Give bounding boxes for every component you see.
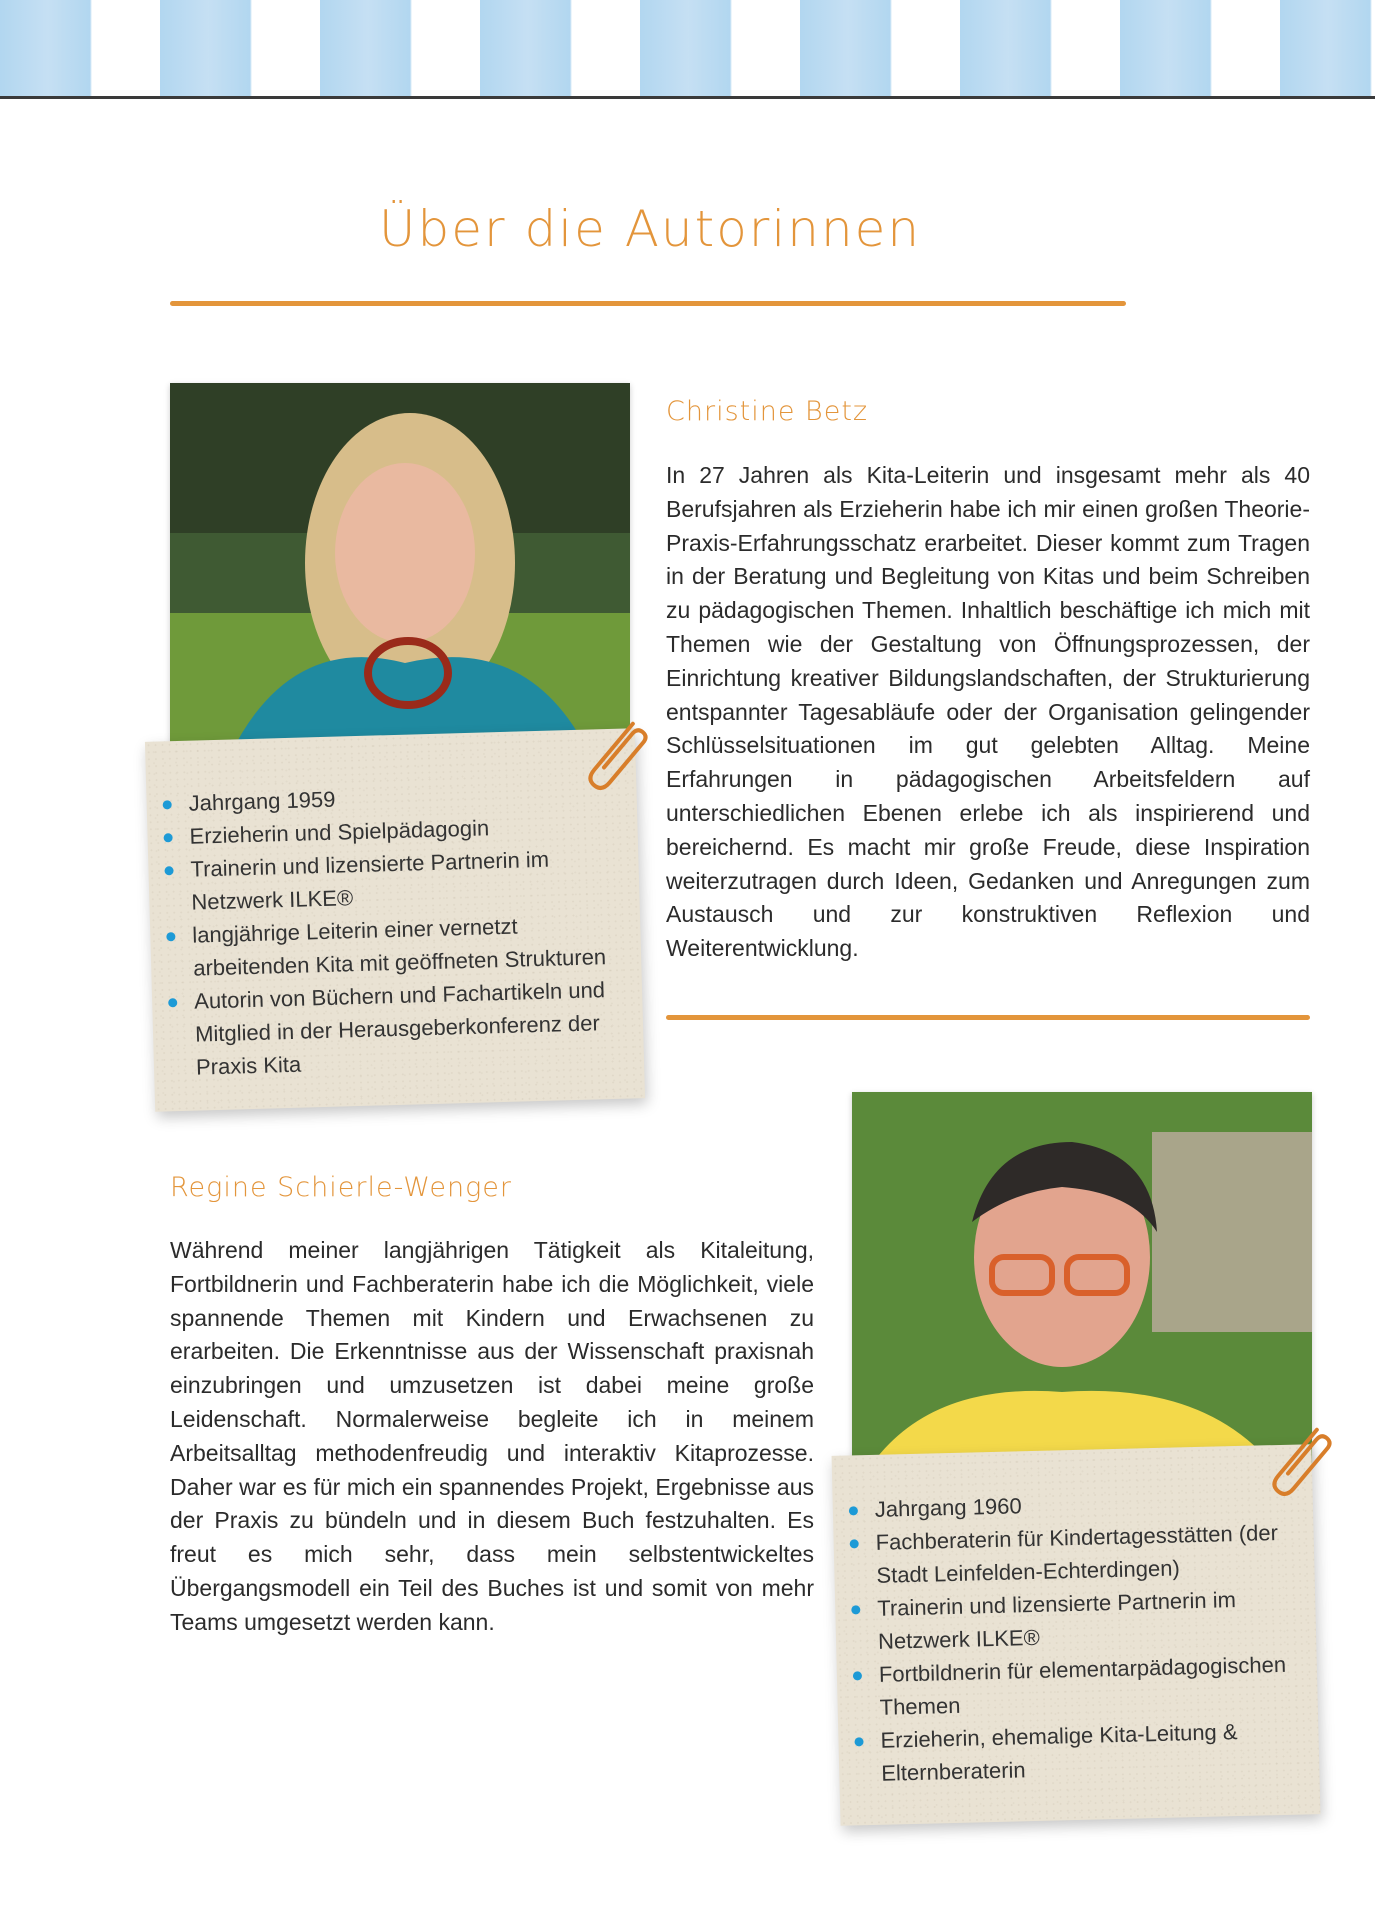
author-1-facts-note xyxy=(145,728,645,1112)
author-2-fact: Fachberaterin für Kindertagesstätten (der Stadt Leinfelden-Echterdingen) xyxy=(833,1516,1292,1593)
author-1-fact: langjährige Leiterin einer vernetzt arbeitenden Kita mit geöffneten Strukturen xyxy=(150,907,618,986)
top-stripe-border xyxy=(0,0,1375,98)
author-2-fact: Trainerin und lizensierte Partnerin im Netzwerk ILKE® xyxy=(835,1582,1294,1659)
author-1-bio: In 27 Jahren als Kita-Leiterin und insgesamt mehr als 40 Berufsjahren als Erzieherin habe ich mir einen großen Theorie-Praxis-Erfahrungsschatz erarbeitet. Dieser kommt zum Tragen in der Beratung und Begleitung von Kitas und beim Schreiben zu pädagogischen Themen. Inhaltlich beschäftige ich mich mit Themen wie der Gestaltung von Öffnungsprozessen, der Einrichtung kreativer Bildungslandschaften, der Strukturierung entspannter Tagesabläufe oder der Organisation gelingender Schlüsselsituationen im gut gelebten Alltag. Meine Erfahrungen in pädagogischen Arbeitsfeldern auf unterschiedlichen Ebenen erlebe ich als inspirierend und bereichernd. Es macht mir große Freude, diese Inspiration weiterzutragen durch Ideen, Gedanken und Anregungen zum Austausch und zur konstruktiven Reflexion und Weiterentwicklung. xyxy=(666,462,1310,962)
author-1-photo xyxy=(170,383,630,755)
author-2-fact: Jahrgang 1960 xyxy=(832,1483,1291,1527)
author-2-fact: Erzieherin, ehemalige Kita-Leitung & Elternberaterin xyxy=(838,1714,1297,1791)
title-underline xyxy=(170,301,1126,306)
author-2-photo xyxy=(852,1092,1312,1464)
paperclip-icon xyxy=(578,712,658,802)
author-2-facts-note xyxy=(832,1444,1321,1826)
paperclip-icon xyxy=(1262,1418,1342,1508)
author-2-fact: Fortbildnerin für elementarpädagogischen Themen xyxy=(837,1648,1296,1725)
author-2-bio: Während meiner langjährigen Tätigkeit als Kitaleitung, Fortbildnerin und Fachberaterin habe ich die Möglichkeit, viele spannende Themen mit Kindern und Erwachsenen zu erarbeiten. Die Erkenntnisse aus der Wissenschaft praxisnah einzubringen und umzusetzen ist dabei meine große Leidenschaft. Normalerweise begleite ich in meinem Arbeitsalltag methodenfreudig und interaktiv Kitaprozesse. Daher war es für mich ein spannendes Projekt, Ergebnisse aus der Praxis zu bündeln und in diesem Buch festzuhalten. Es freut es mich sehr, dass mein selbstentwickeltes Übergangsmodell ein Teil des Buches ist und somit von mehr Teams umgesetzt werden kann. xyxy=(170,1237,814,1635)
top-border-line xyxy=(0,96,1375,99)
author-1-name: Christine Betz xyxy=(666,396,869,427)
author-1-fact: Jahrgang 1959 xyxy=(146,775,613,821)
author-2-name: Regine Schierle-Wenger xyxy=(170,1172,512,1203)
author-1-fact: Erzieherin und Spielpädagogin xyxy=(147,808,614,854)
author-1-fact: Trainerin und lizensierte Partnerin im Netzwerk ILKE® xyxy=(148,841,616,920)
section-divider xyxy=(666,1015,1310,1020)
author-1-fact: Autorin von Büchern und Fachartikeln und Mitglied in der Herausgeberkonferenz der Praxis Kita xyxy=(152,973,621,1085)
page-title: Über die Autorinnen xyxy=(378,200,922,258)
